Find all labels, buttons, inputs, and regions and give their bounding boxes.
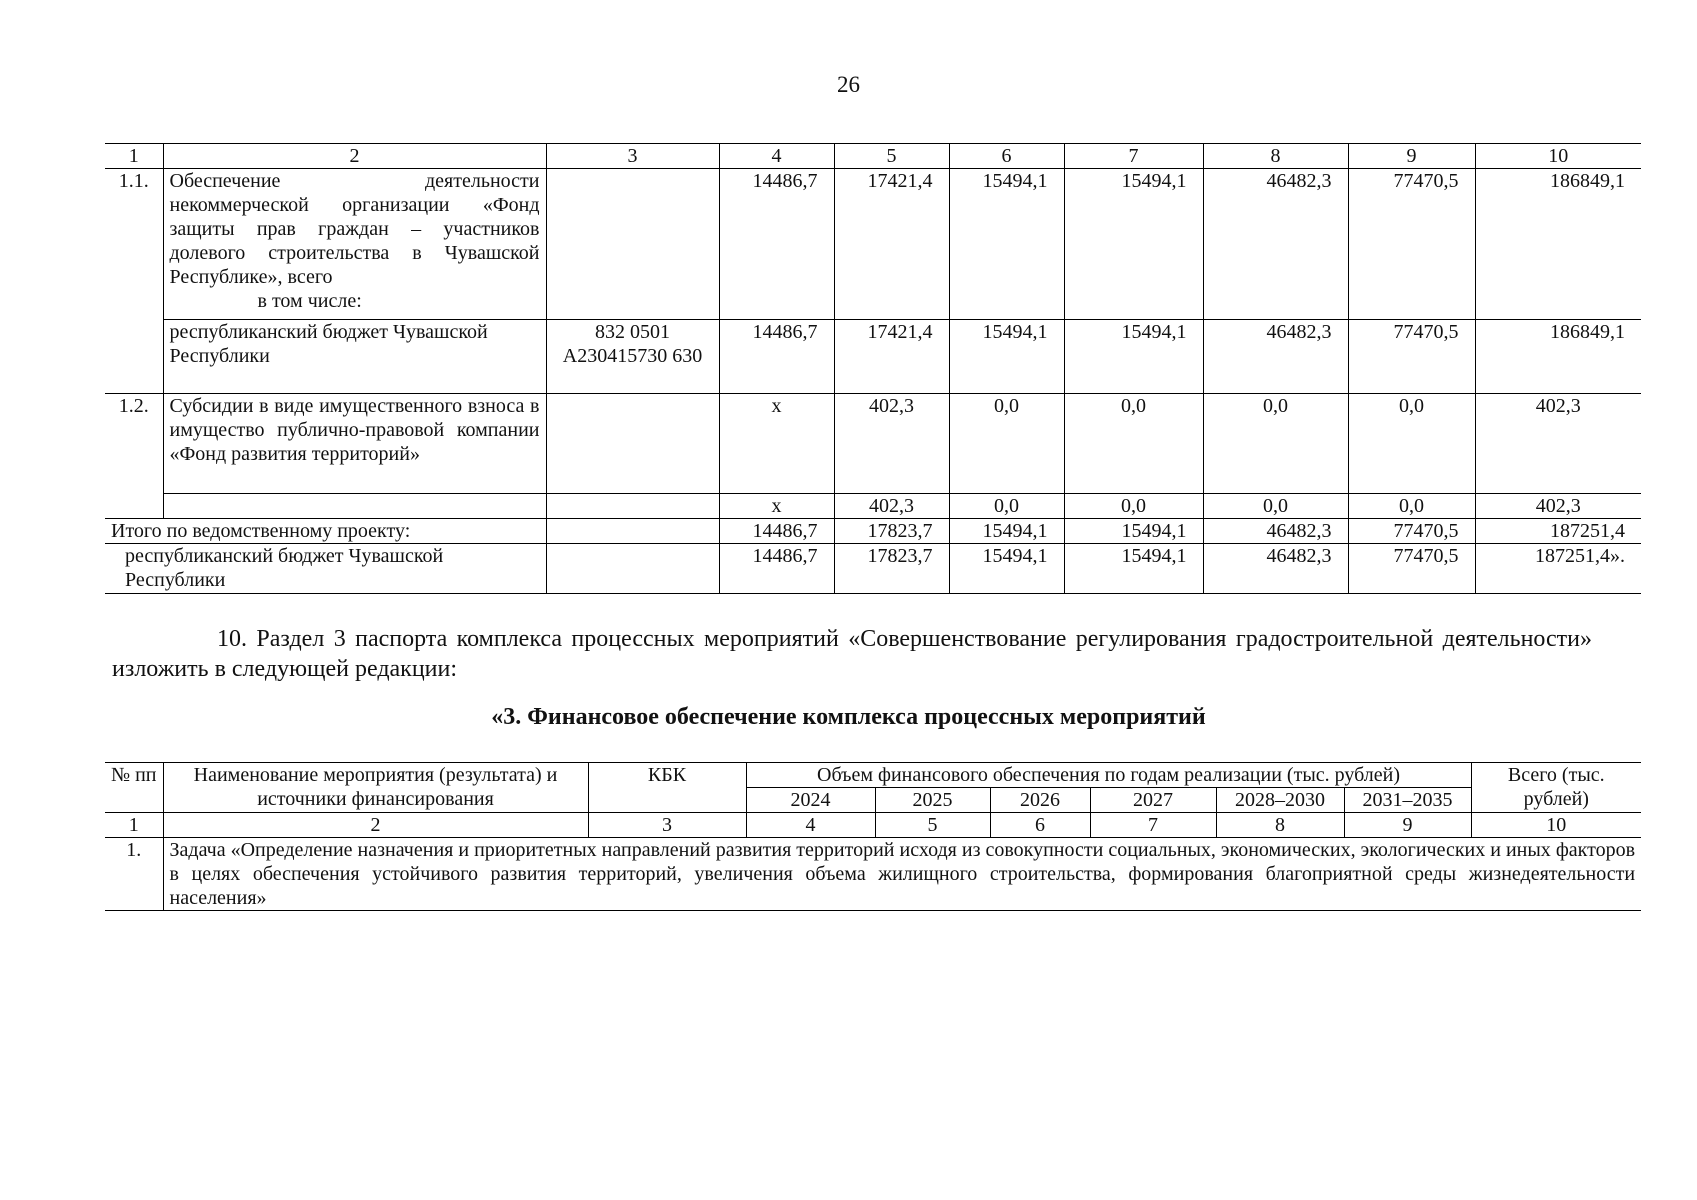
task-number: 1.: [105, 838, 163, 911]
value-cell: 77470,5: [1348, 169, 1475, 320]
value-cell: 0,0: [1064, 394, 1203, 494]
col-number: 1: [105, 813, 163, 838]
value-cell: 17421,4: [834, 169, 949, 320]
total-kbk: [546, 519, 719, 544]
value-cell: 402,3: [834, 394, 949, 494]
row-note: в том числе:: [257, 290, 362, 312]
total-budget-value: 15494,1: [1064, 544, 1203, 594]
total-value: 15494,1: [949, 519, 1064, 544]
value-cell: х: [719, 494, 834, 519]
value-cell: 14486,7: [719, 169, 834, 320]
header-name: Наименование мероприятия (результата) и источники финансирования: [163, 763, 588, 813]
table-row: [105, 494, 1641, 519]
col-number: 1: [105, 144, 163, 169]
col-number: 9: [1344, 813, 1471, 838]
total-budget-value: 187251,4».: [1475, 544, 1641, 594]
total-budget-label: республиканский бюджет Чувашской Республики: [105, 544, 546, 594]
value-cell: 186849,1: [1475, 169, 1641, 320]
value-cell: 0,0: [1348, 494, 1475, 519]
total-budget-value: 46482,3: [1203, 544, 1348, 594]
value-cell: 17421,4: [834, 320, 949, 394]
total-value: 14486,7: [719, 519, 834, 544]
row-name: [163, 494, 546, 519]
table-row: [105, 169, 1641, 320]
row-number: 1.1.: [105, 169, 163, 320]
total-budget-value: 14486,7: [719, 544, 834, 594]
total-budget-row: [105, 544, 1641, 594]
col-number: 8: [1203, 144, 1348, 169]
col-number: 6: [990, 813, 1090, 838]
total-row: [105, 519, 1641, 544]
value-cell: 0,0: [1203, 494, 1348, 519]
total-label: Итого по ведомственному проекту:: [105, 519, 546, 544]
header-year: 2028–2030: [1216, 788, 1344, 813]
col-number: 4: [746, 813, 875, 838]
total-budget-value: 15494,1: [949, 544, 1064, 594]
total-value: 46482,3: [1203, 519, 1348, 544]
value-cell: 0,0: [949, 494, 1064, 519]
total-value: 15494,1: [1064, 519, 1203, 544]
value-cell: 77470,5: [1348, 320, 1475, 394]
col-number: 7: [1090, 813, 1216, 838]
col-number: 10: [1471, 813, 1641, 838]
value-cell: 15494,1: [1064, 169, 1203, 320]
value-cell: 15494,1: [949, 169, 1064, 320]
col-number: 4: [719, 144, 834, 169]
total-budget-value: 77470,5: [1348, 544, 1475, 594]
row-kbk: [546, 169, 719, 320]
col-number: 9: [1348, 144, 1475, 169]
col-number: 3: [546, 144, 719, 169]
row-name: [163, 169, 546, 320]
value-cell: 0,0: [1348, 394, 1475, 494]
column-number-row: [105, 813, 1641, 838]
task-row: [105, 838, 1641, 911]
amendment-paragraph: 10. Раздел 3 паспорта комплекса процессных мероприятий «Совершенствование регулирования градостроительной деятельности» изложить в следующей редакции:: [112, 626, 1592, 682]
value-cell: 15494,1: [949, 320, 1064, 394]
value-cell: х: [719, 394, 834, 494]
row-number: 1.2.: [105, 394, 163, 494]
table-row: [105, 320, 1641, 394]
column-number-row: [105, 144, 1641, 169]
col-number: 2: [163, 144, 546, 169]
value-cell: 14486,7: [719, 320, 834, 394]
value-cell: 46482,3: [1203, 169, 1348, 320]
header-total: Всего (тыс. рублей): [1471, 763, 1641, 813]
table-row: [105, 394, 1641, 494]
header-year: 2025: [875, 788, 990, 813]
col-number: 7: [1064, 144, 1203, 169]
row-number: [105, 494, 163, 519]
header-kbk: КБК: [588, 763, 746, 813]
value-cell: 0,0: [1064, 494, 1203, 519]
financing-table-continued: [105, 143, 1641, 594]
value-cell: 0,0: [949, 394, 1064, 494]
header-year: 2024: [746, 788, 875, 813]
value-cell: 402,3: [1475, 394, 1641, 494]
financing-table-new: [105, 762, 1641, 911]
total-value: 17823,7: [834, 519, 949, 544]
col-number: 8: [1216, 813, 1344, 838]
col-number: 5: [834, 144, 949, 169]
row-number: [105, 320, 163, 394]
col-number: 3: [588, 813, 746, 838]
col-number: 2: [163, 813, 588, 838]
row-kbk: [546, 494, 719, 519]
value-cell: 46482,3: [1203, 320, 1348, 394]
total-value: 187251,4: [1475, 519, 1641, 544]
total-budget-kbk: [546, 544, 719, 594]
total-value: 77470,5: [1348, 519, 1475, 544]
row-name-text: Обеспечение деятельности некоммерческой организации «Фонд защиты прав граждан – участников долевого строительства в Чувашской Республике», всего: [169, 170, 540, 288]
page-number: 26: [837, 72, 860, 97]
value-cell: 186849,1: [1475, 320, 1641, 394]
header-num: № пп: [105, 763, 163, 813]
value-cell: 402,3: [1475, 494, 1641, 519]
header-volume: Объем финансового обеспечения по годам реализации (тыс. рублей): [746, 763, 1471, 788]
header-year: 2027: [1090, 788, 1216, 813]
task-text: Задача «Определение назначения и приоритетных направлений развития территорий исходя из совокупности социальных, экономических, экологических и иных факторов в целях обеспечения устойчивого развития территорий, увеличения объема жилищного строительства, формирования благоприятной среды жизнедеятельности населения»: [163, 838, 1641, 911]
row-name: республиканский бюджет Чувашской Республики: [163, 320, 546, 394]
col-number: 10: [1475, 144, 1641, 169]
header-year: 2031–2035: [1344, 788, 1471, 813]
section-heading: «3. Финансовое обеспечение комплекса процессных мероприятий: [491, 704, 1206, 730]
value-cell: 0,0: [1203, 394, 1348, 494]
row-kbk: [546, 394, 719, 494]
value-cell: 15494,1: [1064, 320, 1203, 394]
col-number: 6: [949, 144, 1064, 169]
total-budget-value: 17823,7: [834, 544, 949, 594]
col-number: 5: [875, 813, 990, 838]
header-year: 2026: [990, 788, 1090, 813]
value-cell: 402,3: [834, 494, 949, 519]
row-kbk: 832 0501 А230415730 630: [546, 320, 719, 394]
row-name: Субсидии в виде имущественного взноса в имущество публично-правовой компании «Фонд развития территорий»: [163, 394, 546, 494]
header-row: [105, 763, 1641, 788]
